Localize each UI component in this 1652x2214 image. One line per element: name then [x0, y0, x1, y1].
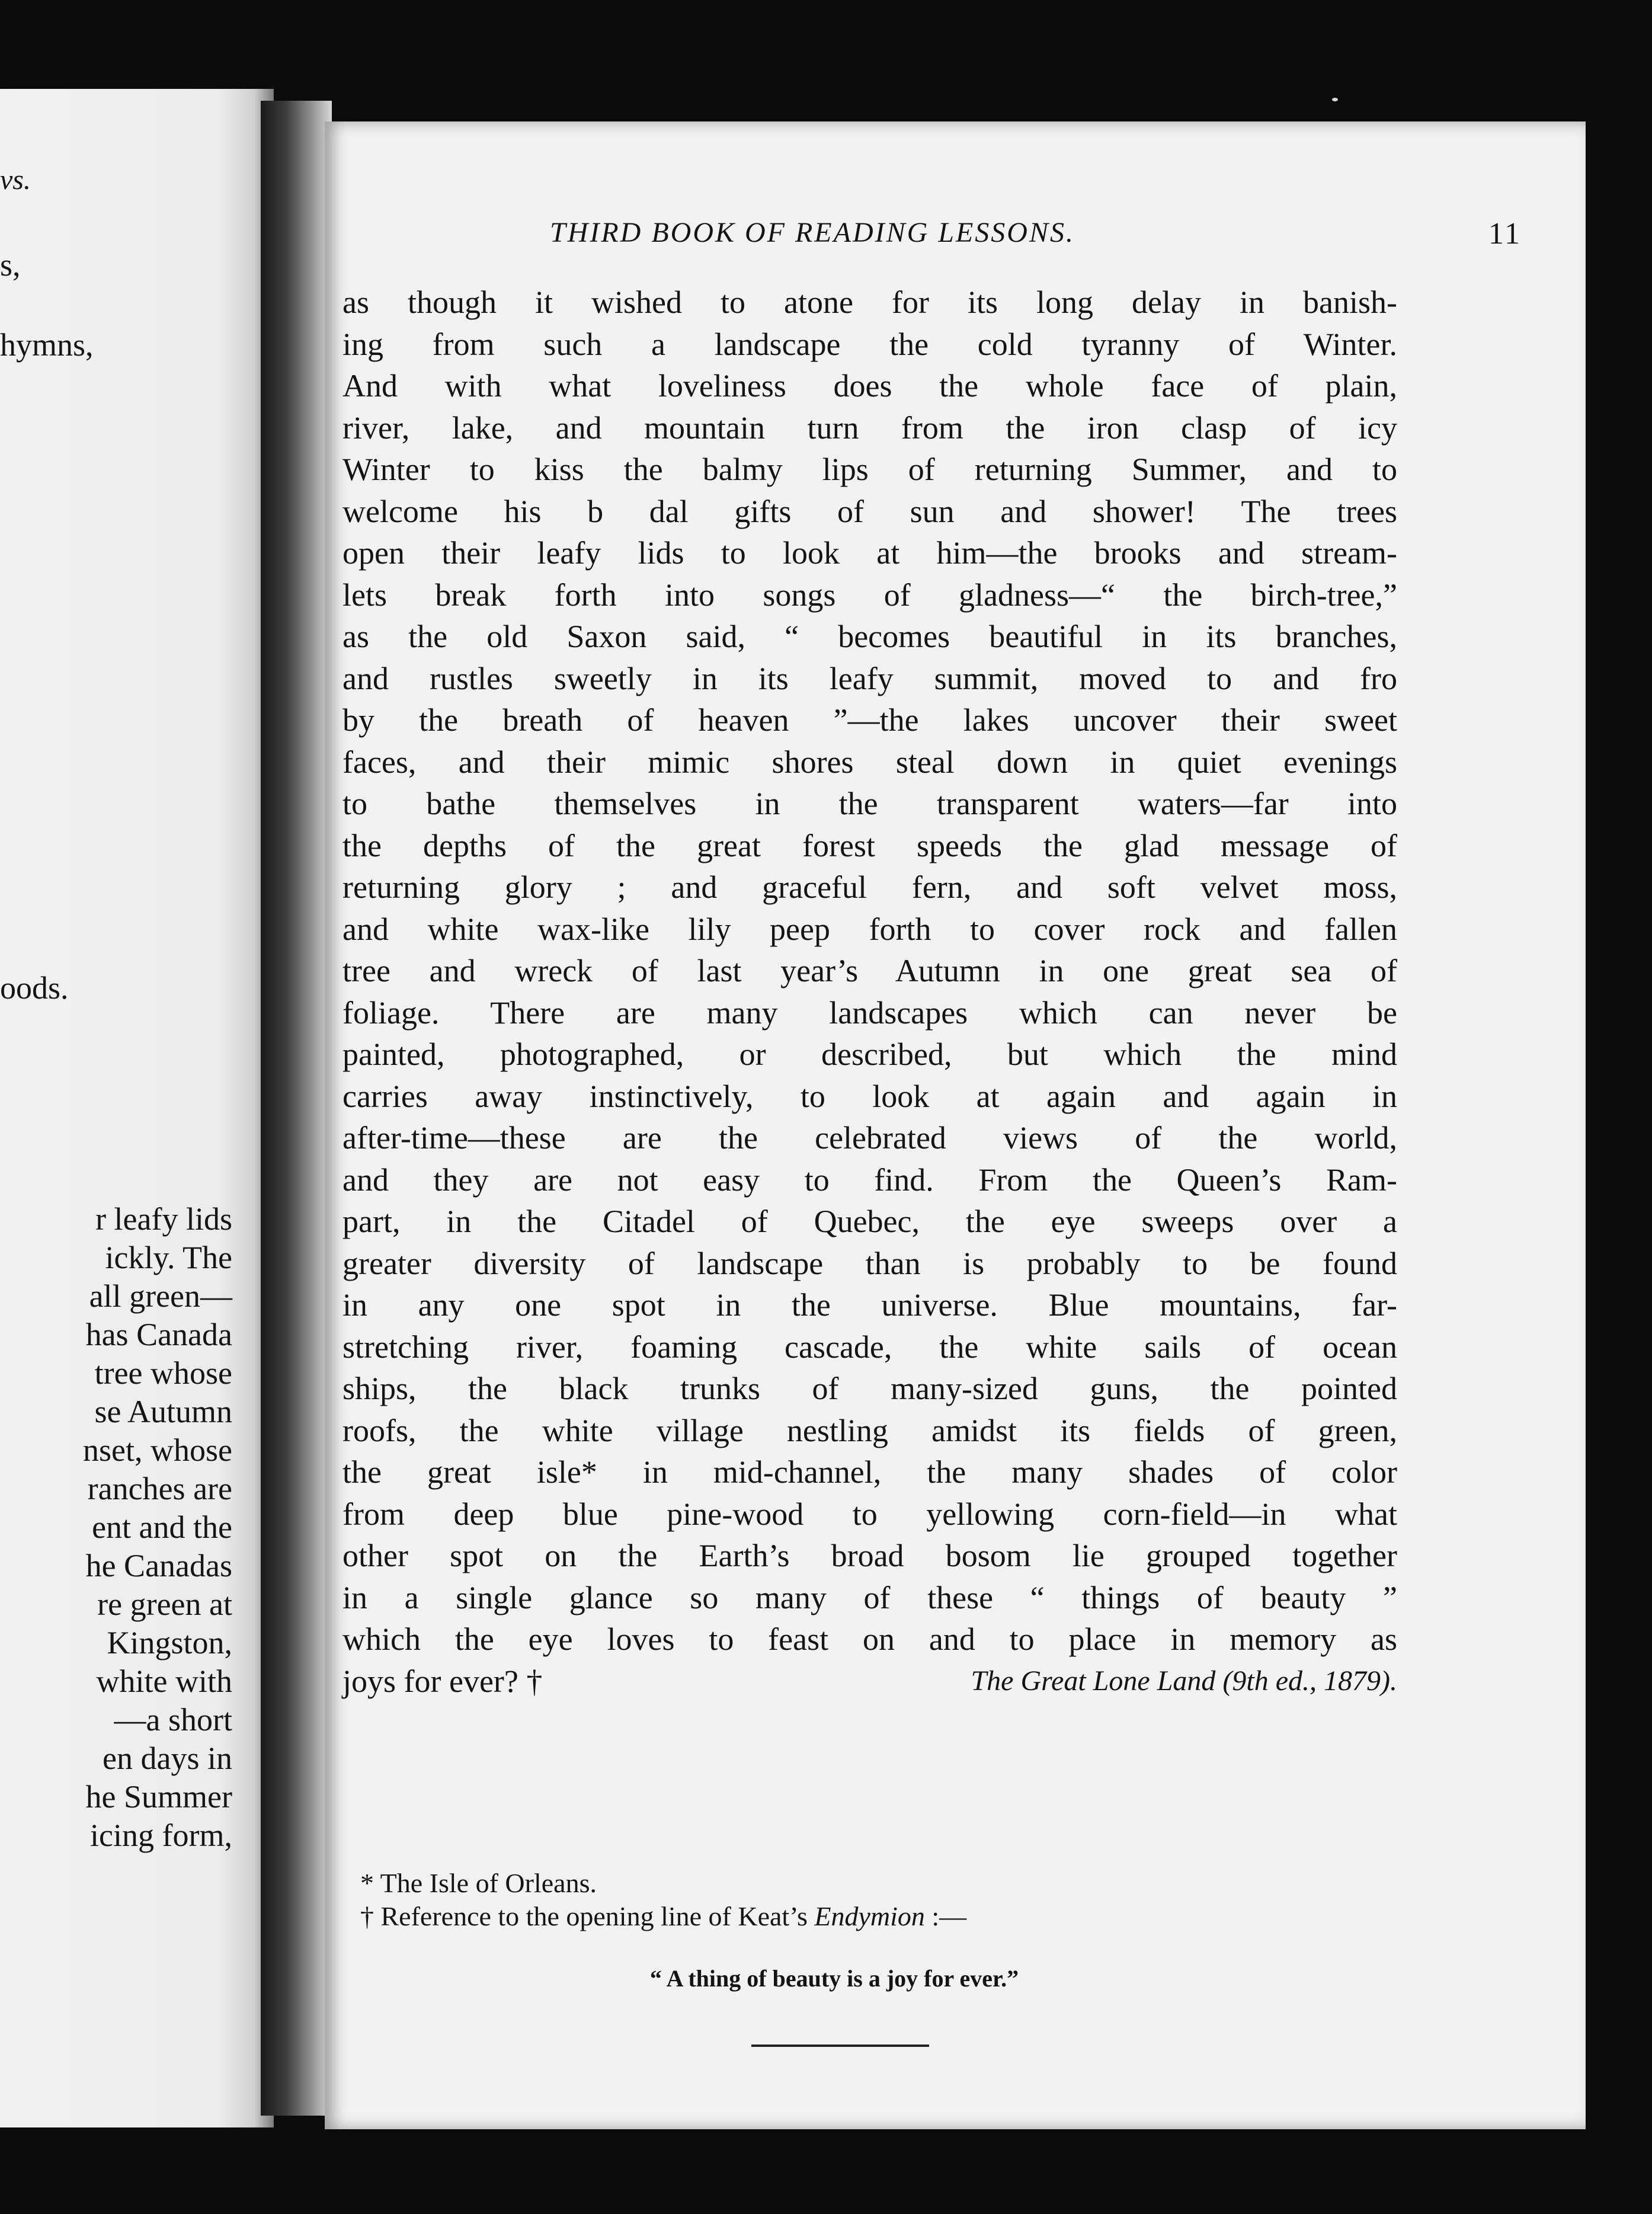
text-line: ships, the black trunks of many-sized guns, the pointed: [342, 1371, 1397, 1406]
text-line: after-time—these are the celebrated views of the world,: [342, 1120, 1397, 1156]
text-line: carries away instinctively, to look at again and again in: [342, 1078, 1397, 1114]
text-line: other spot on the Earth’s broad bosom lie grouped together: [342, 1538, 1397, 1573]
footnote-reference-text: † Reference to the opening line of Keat’s: [360, 1901, 815, 1931]
footnote-reference-end: :—: [924, 1901, 967, 1931]
previous-page-fragment: ickly. The: [105, 1240, 232, 1275]
previous-page-fragment: hymns,: [0, 327, 94, 363]
previous-page-fragment: nset, whose: [83, 1432, 232, 1468]
body-lines: [342, 281, 1397, 1660]
footnotes: [360, 1867, 1368, 1933]
previous-page-fragment: re green at: [97, 1586, 232, 1622]
previous-page-fragment: en days in: [103, 1741, 232, 1776]
text-line: roofs, the white village nestling amidst its fields of green,: [342, 1412, 1397, 1448]
text-line: foliage. There are many landscapes which can never be: [342, 994, 1397, 1031]
text-line: the great isle* in mid-channel, the many shades of color: [342, 1454, 1397, 1490]
source-citation: The Great Lone Land (9th ed., 1879).: [971, 1665, 1397, 1697]
footnote-reference: [360, 1900, 1368, 1933]
text-line: the depths of the great forest speeds the glad message of: [342, 827, 1397, 863]
text-line: to bathe themselves in the transparent waters—far into: [342, 786, 1397, 821]
text-line: tree and wreck of last year’s Autumn in one great sea of: [342, 953, 1397, 988]
section-end-rule: [751, 2045, 929, 2047]
previous-page-fragment: ranches are: [87, 1471, 232, 1506]
text-line: stretching river, foaming cascade, the white sails of ocean: [342, 1329, 1397, 1365]
previous-page-fragment: tree whose: [94, 1355, 232, 1391]
previous-page-fragment: ent and the: [92, 1509, 232, 1545]
current-page: [325, 121, 1586, 2129]
previous-page-fragment: has Canada: [85, 1317, 232, 1352]
text-line: by the breath of heaven ”—the lakes uncover their sweet: [342, 702, 1397, 738]
footnote-quote: “ A thing of beauty is a joy for ever.”: [649, 1965, 1019, 1992]
previous-page-fragment: icing form,: [90, 1818, 232, 1853]
text-line: faces, and their mimic shores steal down in quiet evenings: [342, 744, 1397, 780]
text-line: Winter to kiss the balmy lips of returning Summer, and to: [342, 452, 1397, 487]
running-head: [550, 216, 1522, 264]
text-line: painted, photographed, or described, but which the mind: [342, 1036, 1397, 1072]
running-title: THIRD BOOK OF READING LESSONS.: [550, 217, 1075, 248]
text-line: and white wax-like lily peep forth to cover rock and fallen: [342, 911, 1397, 947]
previous-page: [0, 89, 274, 2127]
text-line: And with what loveliness does the whole face of plain,: [342, 368, 1397, 404]
text-line: and rustles sweetly in its leafy summit, moved to and fro: [342, 660, 1397, 696]
text-line: as though it wished to atone for its long delay in banish-: [342, 284, 1397, 320]
previous-page-fragment: s,: [0, 247, 21, 283]
previous-page-fragment: r leafy lids: [95, 1201, 232, 1237]
text-line: lets break forth into songs of gladness—“ the birch-tree,”: [342, 577, 1397, 613]
text-line: as the old Saxon said, “ becomes beautiful in its branches,: [342, 619, 1397, 654]
text-line: which the eye loves to feast on and to place in memory as: [342, 1621, 1397, 1657]
body-text: [342, 281, 1397, 1702]
text-line: welcome his b dal gifts of sun and shower! The trees: [342, 493, 1397, 529]
text-line: ing from such a landscape the cold tyranny of Winter.: [342, 326, 1397, 362]
text-line: in a single glance so many of these “ things of beauty ”: [342, 1579, 1397, 1615]
page-number: 11: [1488, 217, 1522, 251]
previous-page-fragment: oods.: [0, 970, 69, 1006]
text-line: in any one spot in the universe. Blue mountains, far-: [342, 1287, 1397, 1323]
book-gutter-shadow: [261, 101, 332, 2116]
text-line: greater diversity of landscape than is probably to be found: [342, 1245, 1397, 1281]
previous-page-fragment: vs.: [0, 164, 31, 196]
text-line: part, in the Citadel of Quebec, the eye sweeps over a: [342, 1204, 1397, 1239]
previous-page-fragment: se Autumn: [94, 1394, 232, 1429]
previous-page-fragment: white with: [96, 1663, 232, 1699]
text-line: and they are not easy to find. From the Queen’s Ram-: [342, 1162, 1397, 1198]
text-line: from deep blue pine-wood to yellowing corn-field—in what: [342, 1496, 1397, 1532]
previous-page-fragment: he Summer: [85, 1779, 232, 1815]
footnote-isle: * The Isle of Orleans.: [360, 1868, 597, 1898]
previous-page-fragment: he Canadas: [85, 1548, 232, 1583]
previous-page-fragment: all green—: [89, 1278, 232, 1314]
text-line-last: [342, 1660, 1397, 1703]
footnote-book-title: Endymion: [814, 1901, 925, 1931]
text-line: river, lake, and mountain turn from the iron clasp of icy: [342, 409, 1397, 446]
text-line-last-words: joys for ever? †: [342, 1663, 543, 1699]
text-line: open their leafy lids to look at him—the brooks and stream-: [342, 535, 1397, 571]
previous-page-fragment: —a short: [114, 1702, 232, 1738]
text-line: returning glory ; and graceful fern, and soft velvet moss,: [342, 869, 1397, 905]
previous-page-fragment: Kingston,: [107, 1625, 232, 1660]
